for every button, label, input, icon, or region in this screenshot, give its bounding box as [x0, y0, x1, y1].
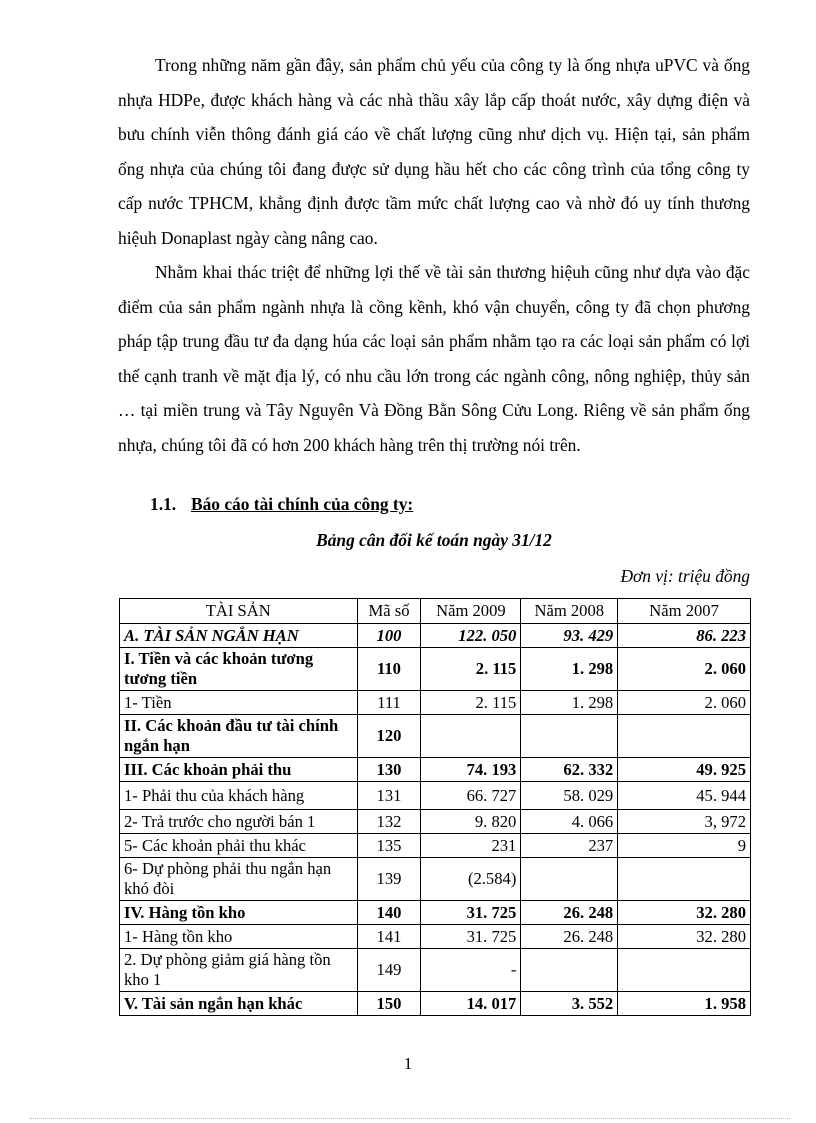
- row-2009: 14. 017: [421, 992, 521, 1016]
- row-item: 1- Phải thu của khách hàng: [120, 782, 358, 810]
- row-item: IV. Hàng tồn kho: [120, 901, 358, 925]
- row-2007: 86. 223: [618, 624, 751, 648]
- row-2008: 1. 298: [521, 691, 618, 715]
- table-caption: Bảng cân đối kế toán ngày 31/12: [316, 530, 552, 550]
- row-code: 100: [357, 624, 421, 648]
- row-2008: 4. 066: [521, 810, 618, 834]
- row-2009: 9. 820: [421, 810, 521, 834]
- row-code: 149: [357, 949, 421, 992]
- row-2009: 74. 193: [421, 758, 521, 782]
- row-code: 141: [357, 925, 421, 949]
- header-2008: Năm 2008: [521, 599, 618, 624]
- row-2009: 2. 115: [421, 691, 521, 715]
- table-row: [120, 810, 751, 834]
- table-row: [120, 834, 751, 858]
- row-2007: [618, 949, 751, 992]
- row-item: 6- Dự phòng phải thu ngắn hạn khó đòi: [120, 858, 358, 901]
- balance-sheet-table: [119, 598, 751, 1016]
- row-2008: 1. 298: [521, 648, 618, 691]
- row-item: 2- Trả trước cho người bán 1: [120, 810, 358, 834]
- row-2007: 2. 060: [618, 691, 751, 715]
- footer-divider: [30, 1118, 790, 1119]
- section-title: Báo cáo tài chính của công ty:: [191, 494, 414, 514]
- row-item: III. Các khoản phải thu: [120, 758, 358, 782]
- section-number: 1.1.: [150, 494, 177, 514]
- row-2008: 93. 429: [521, 624, 618, 648]
- row-2007: 3, 972: [618, 810, 751, 834]
- table-row: [120, 691, 751, 715]
- row-2007: 9: [618, 834, 751, 858]
- table-row: [120, 648, 751, 691]
- row-code: 150: [357, 992, 421, 1016]
- table-row: [120, 624, 751, 648]
- row-item: A. TÀI SẢN NGẮN HẠN: [120, 624, 358, 648]
- row-2009: 66. 727: [421, 782, 521, 810]
- row-2009: (2.584): [421, 858, 521, 901]
- row-code: 135: [357, 834, 421, 858]
- row-2008: 62. 332: [521, 758, 618, 782]
- table-row: [120, 925, 751, 949]
- row-code: 111: [357, 691, 421, 715]
- row-2008: 26. 248: [521, 901, 618, 925]
- paragraph-1: Trong những năm gần đây, sản phẩm chủ yếu của công ty là ống nhựa uPVC và ống nhựa HDPe, được khách hàng và các nhà thầu xây lắp cấp thoát nước, xây dựng điện và bưu chính viễn thông đánh giá cáo về chất lượng cũng như dịch vụ. Hiện tại, sản phẩm ống nhựa của chúng tôi đang được sử dụng hầu hết cho các công trình của tổng công ty cấp nước TPHCM, khẳng định được tầm mức chất lượng cao và nhờ đó uy tính thương hiệuh Donaplast ngày càng nâng cao.: [118, 55, 750, 248]
- row-code: 130: [357, 758, 421, 782]
- row-code: 131: [357, 782, 421, 810]
- row-2008: 237: [521, 834, 618, 858]
- table-row: [120, 758, 751, 782]
- row-2008: 58. 029: [521, 782, 618, 810]
- row-item: II. Các khoản đầu tư tài chính ngắn hạn: [120, 715, 358, 758]
- row-2007: 1. 958: [618, 992, 751, 1016]
- row-item: 5- Các khoản phải thu khác: [120, 834, 358, 858]
- header-2007: Năm 2007: [618, 599, 751, 624]
- row-2009: 31. 725: [421, 901, 521, 925]
- row-code: 140: [357, 901, 421, 925]
- row-item: 1- Hàng tồn kho: [120, 925, 358, 949]
- table-row: [120, 858, 751, 901]
- row-code: 132: [357, 810, 421, 834]
- table-row: [120, 901, 751, 925]
- row-2009: -: [421, 949, 521, 992]
- table-header-row: [120, 599, 751, 624]
- row-2007: 2. 060: [618, 648, 751, 691]
- table-row: [120, 715, 751, 758]
- row-2007: [618, 858, 751, 901]
- row-code: 139: [357, 858, 421, 901]
- row-code: 110: [357, 648, 421, 691]
- row-2009: 122. 050: [421, 624, 521, 648]
- header-code: Mã số: [357, 599, 421, 624]
- row-item: I. Tiền và các khoản tương tương tiền: [120, 648, 358, 691]
- row-2007: 49. 925: [618, 758, 751, 782]
- row-2008: 3. 552: [521, 992, 618, 1016]
- row-2007: [618, 715, 751, 758]
- row-2007: 32. 280: [618, 925, 751, 949]
- row-code: 120: [357, 715, 421, 758]
- row-2008: [521, 949, 618, 992]
- row-2007: 32. 280: [618, 901, 751, 925]
- row-2008: [521, 715, 618, 758]
- table-row: [120, 782, 751, 810]
- row-2009: 231: [421, 834, 521, 858]
- table-row: [120, 949, 751, 992]
- table-row: [120, 992, 751, 1016]
- row-2008: 26. 248: [521, 925, 618, 949]
- row-item: 2. Dự phòng giảm giá hàng tồn kho 1: [120, 949, 358, 992]
- unit-note: Đơn vị: triệu đồng: [620, 566, 750, 586]
- paragraph-2: Nhằm khai thác triệt để những lợi thế về tài sản thương hiệuh cũng như dựa vào đặc điểm của sản phẩm ngành nhựa là cồng kềnh, khó vận chuyển, công ty đã chọn phương pháp tập trung đầu tư đa dạng húa các loại sản phẩm nhằm tạo ra các loại sản phẩm có lợi thế cạnh tranh về mặt địa lý, có nhu cầu lớn trong các ngành công, nông nghiệp, thủy sản … tại miền trung và Tây Nguyên Và Đồng Bằn Sông Cửu Long. Riêng về sản phẩm ống nhựa, chúng tôi đã có hơn 200 khách hàng trên thị trường nói trên.: [118, 262, 750, 455]
- row-item: 1- Tiền: [120, 691, 358, 715]
- header-assets: TÀI SẢN: [120, 599, 358, 624]
- row-2009: [421, 715, 521, 758]
- header-2009: Năm 2009: [421, 599, 521, 624]
- row-2009: 2. 115: [421, 648, 521, 691]
- row-2008: [521, 858, 618, 901]
- row-item: V. Tài sản ngắn hạn khác: [120, 992, 358, 1016]
- section-heading: [150, 494, 413, 515]
- row-2009: 31. 725: [421, 925, 521, 949]
- row-2007: 45. 944: [618, 782, 751, 810]
- page-number: 1: [403, 1054, 413, 1073]
